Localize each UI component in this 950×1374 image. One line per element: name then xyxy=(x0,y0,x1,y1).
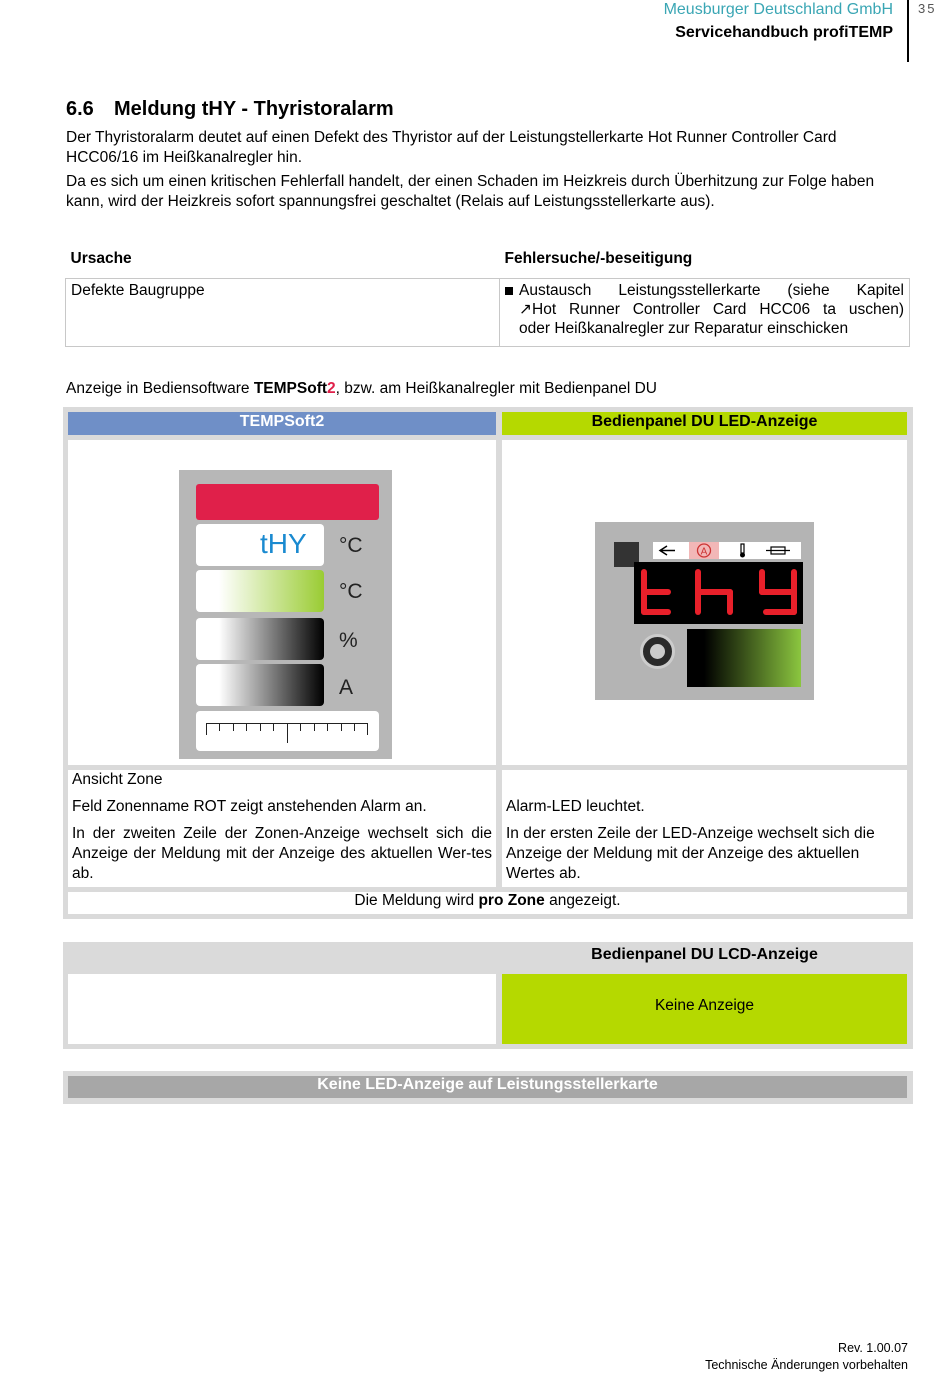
revision: Rev. 1.00.07 xyxy=(838,1341,908,1355)
cause-table xyxy=(65,248,910,347)
du-led-header: Bedienpanel DU LED-Anzeige xyxy=(502,412,907,435)
svg-text:A: A xyxy=(700,546,708,558)
bullet-icon xyxy=(505,287,513,295)
header-cause: Ursache xyxy=(70,250,132,267)
unit-ampere: A xyxy=(339,676,354,699)
per-zone-note xyxy=(68,892,907,914)
heater-icon xyxy=(766,547,790,554)
led-display xyxy=(634,562,803,624)
du-icons-svg xyxy=(653,542,801,559)
intro-suffix: , bzw. am Heißkanalregler mit Bedienpanel DU xyxy=(335,380,657,397)
led-thy-digits xyxy=(634,562,803,624)
section-title: Meldung tHY - Thyristoralarm xyxy=(114,98,394,120)
intro-prefix: Anzeige in Bediensoftware xyxy=(66,380,254,397)
footer-note: Technische Änderungen vorbehalten xyxy=(705,1358,908,1372)
note-bold: pro Zone xyxy=(478,892,545,909)
power-bar xyxy=(196,618,324,660)
du-desc-1: Alarm-LED leuchtet. xyxy=(506,798,645,815)
button-center-icon xyxy=(650,644,665,659)
thy-message: tHY xyxy=(260,528,307,559)
du-desc-2: In der ersten Zeile der LED-Anzeige wechselt sich die Anzeige der Meldung mit der Anzeige des aktuellen Wertes ab. xyxy=(506,825,875,882)
remedy-link[interactable] xyxy=(519,300,904,319)
tempsoft-desc-2: In der zweiten Zeile der Zonen-Anzeige wechselt sich die Anzeige der Meldung mit der Anzeige des aktuellen Wer-tes ab. xyxy=(72,825,492,882)
lcd-value: Keine Anzeige xyxy=(502,974,907,1044)
du-icon-bar xyxy=(653,542,801,559)
link-arrow-icon: ↗ xyxy=(519,301,532,318)
current-bar xyxy=(196,664,324,706)
note-suffix: angezeigt. xyxy=(544,892,621,909)
table-row xyxy=(66,279,910,347)
du-text-cell xyxy=(502,770,907,887)
unit-celsius-1: °C xyxy=(339,534,363,557)
heat-input-icon xyxy=(660,546,675,555)
note-prefix: Die Meldung wird xyxy=(354,892,479,909)
remedy-line-2: Hot Runner Controller Card HCC06 ta uschen) xyxy=(532,301,904,318)
paragraph-1: Der Thyristoralarm deutet auf einen Defekt des Thyristor auf der Leistungstellerkarte Hot Runner Controller Card HCC06/16 im Heißkanalregler hin. xyxy=(66,129,837,166)
header-divider xyxy=(907,0,909,62)
tempsoft-zone-view xyxy=(179,470,392,759)
display-intro xyxy=(66,380,657,398)
du-led-panel xyxy=(595,522,814,700)
page-number: 35 xyxy=(918,1,937,16)
led-digit-y xyxy=(762,572,794,612)
unit-celsius-2: °C xyxy=(339,580,363,603)
tempsoft-desc-1: Feld Zonenname ROT zeigt anstehenden Alarm an. xyxy=(72,798,427,815)
led-banner: Keine LED-Anzeige auf Leistungsstellerkarte xyxy=(68,1076,907,1098)
section-number: 6.6 xyxy=(66,98,94,120)
cause-cell: Defekte Baugruppe xyxy=(66,279,500,347)
section-heading xyxy=(66,98,394,121)
unit-percent: % xyxy=(339,629,358,652)
led-digit-t xyxy=(644,572,668,612)
paragraph-2: Da es sich um einen kritischen Fehlerfall handelt, der einen Schaden im Heizkreis durch Überhitzung zur Folge haben kann, wird der Heizkreis sofort spannungsfrei geschaltet (Relais auf Leistungsstellerkarte aus). xyxy=(66,173,875,210)
intro-software: TEMPSoft xyxy=(253,380,328,397)
du-select-button[interactable] xyxy=(640,634,675,669)
lcd-empty-cell xyxy=(68,974,496,1044)
header-remedy: Fehlersuche/-beseitigung xyxy=(504,250,693,267)
du-bar-display xyxy=(687,629,801,687)
remedy-line-1: Austausch Leistungsstellerkarte (siehe Kapitel xyxy=(519,282,904,299)
tempsoft-header: TEMPSoft2 xyxy=(68,412,496,435)
remedy-line-3: oder Heißkanalregler zur Reparatur einschicken xyxy=(519,320,849,337)
intro-software-number: 2 xyxy=(327,380,336,397)
company-name: Meusburger Deutschland GmbH xyxy=(663,1,893,18)
led-digit-h xyxy=(698,572,730,612)
scale-ticks xyxy=(206,723,368,739)
handbook-title: Servicehandbuch profiTEMP xyxy=(675,24,893,41)
remedy-cell xyxy=(500,279,910,347)
zone-message-field xyxy=(196,524,324,566)
thermometer-icon xyxy=(740,544,745,558)
zone-name-field-alarm xyxy=(196,484,379,520)
zone-scale xyxy=(196,711,379,751)
lcd-header: Bedienpanel DU LCD-Anzeige xyxy=(591,946,818,963)
setpoint-bar xyxy=(196,570,324,612)
tempsoft-caption: Ansicht Zone xyxy=(72,771,163,788)
tempsoft-text-cell xyxy=(68,770,496,887)
